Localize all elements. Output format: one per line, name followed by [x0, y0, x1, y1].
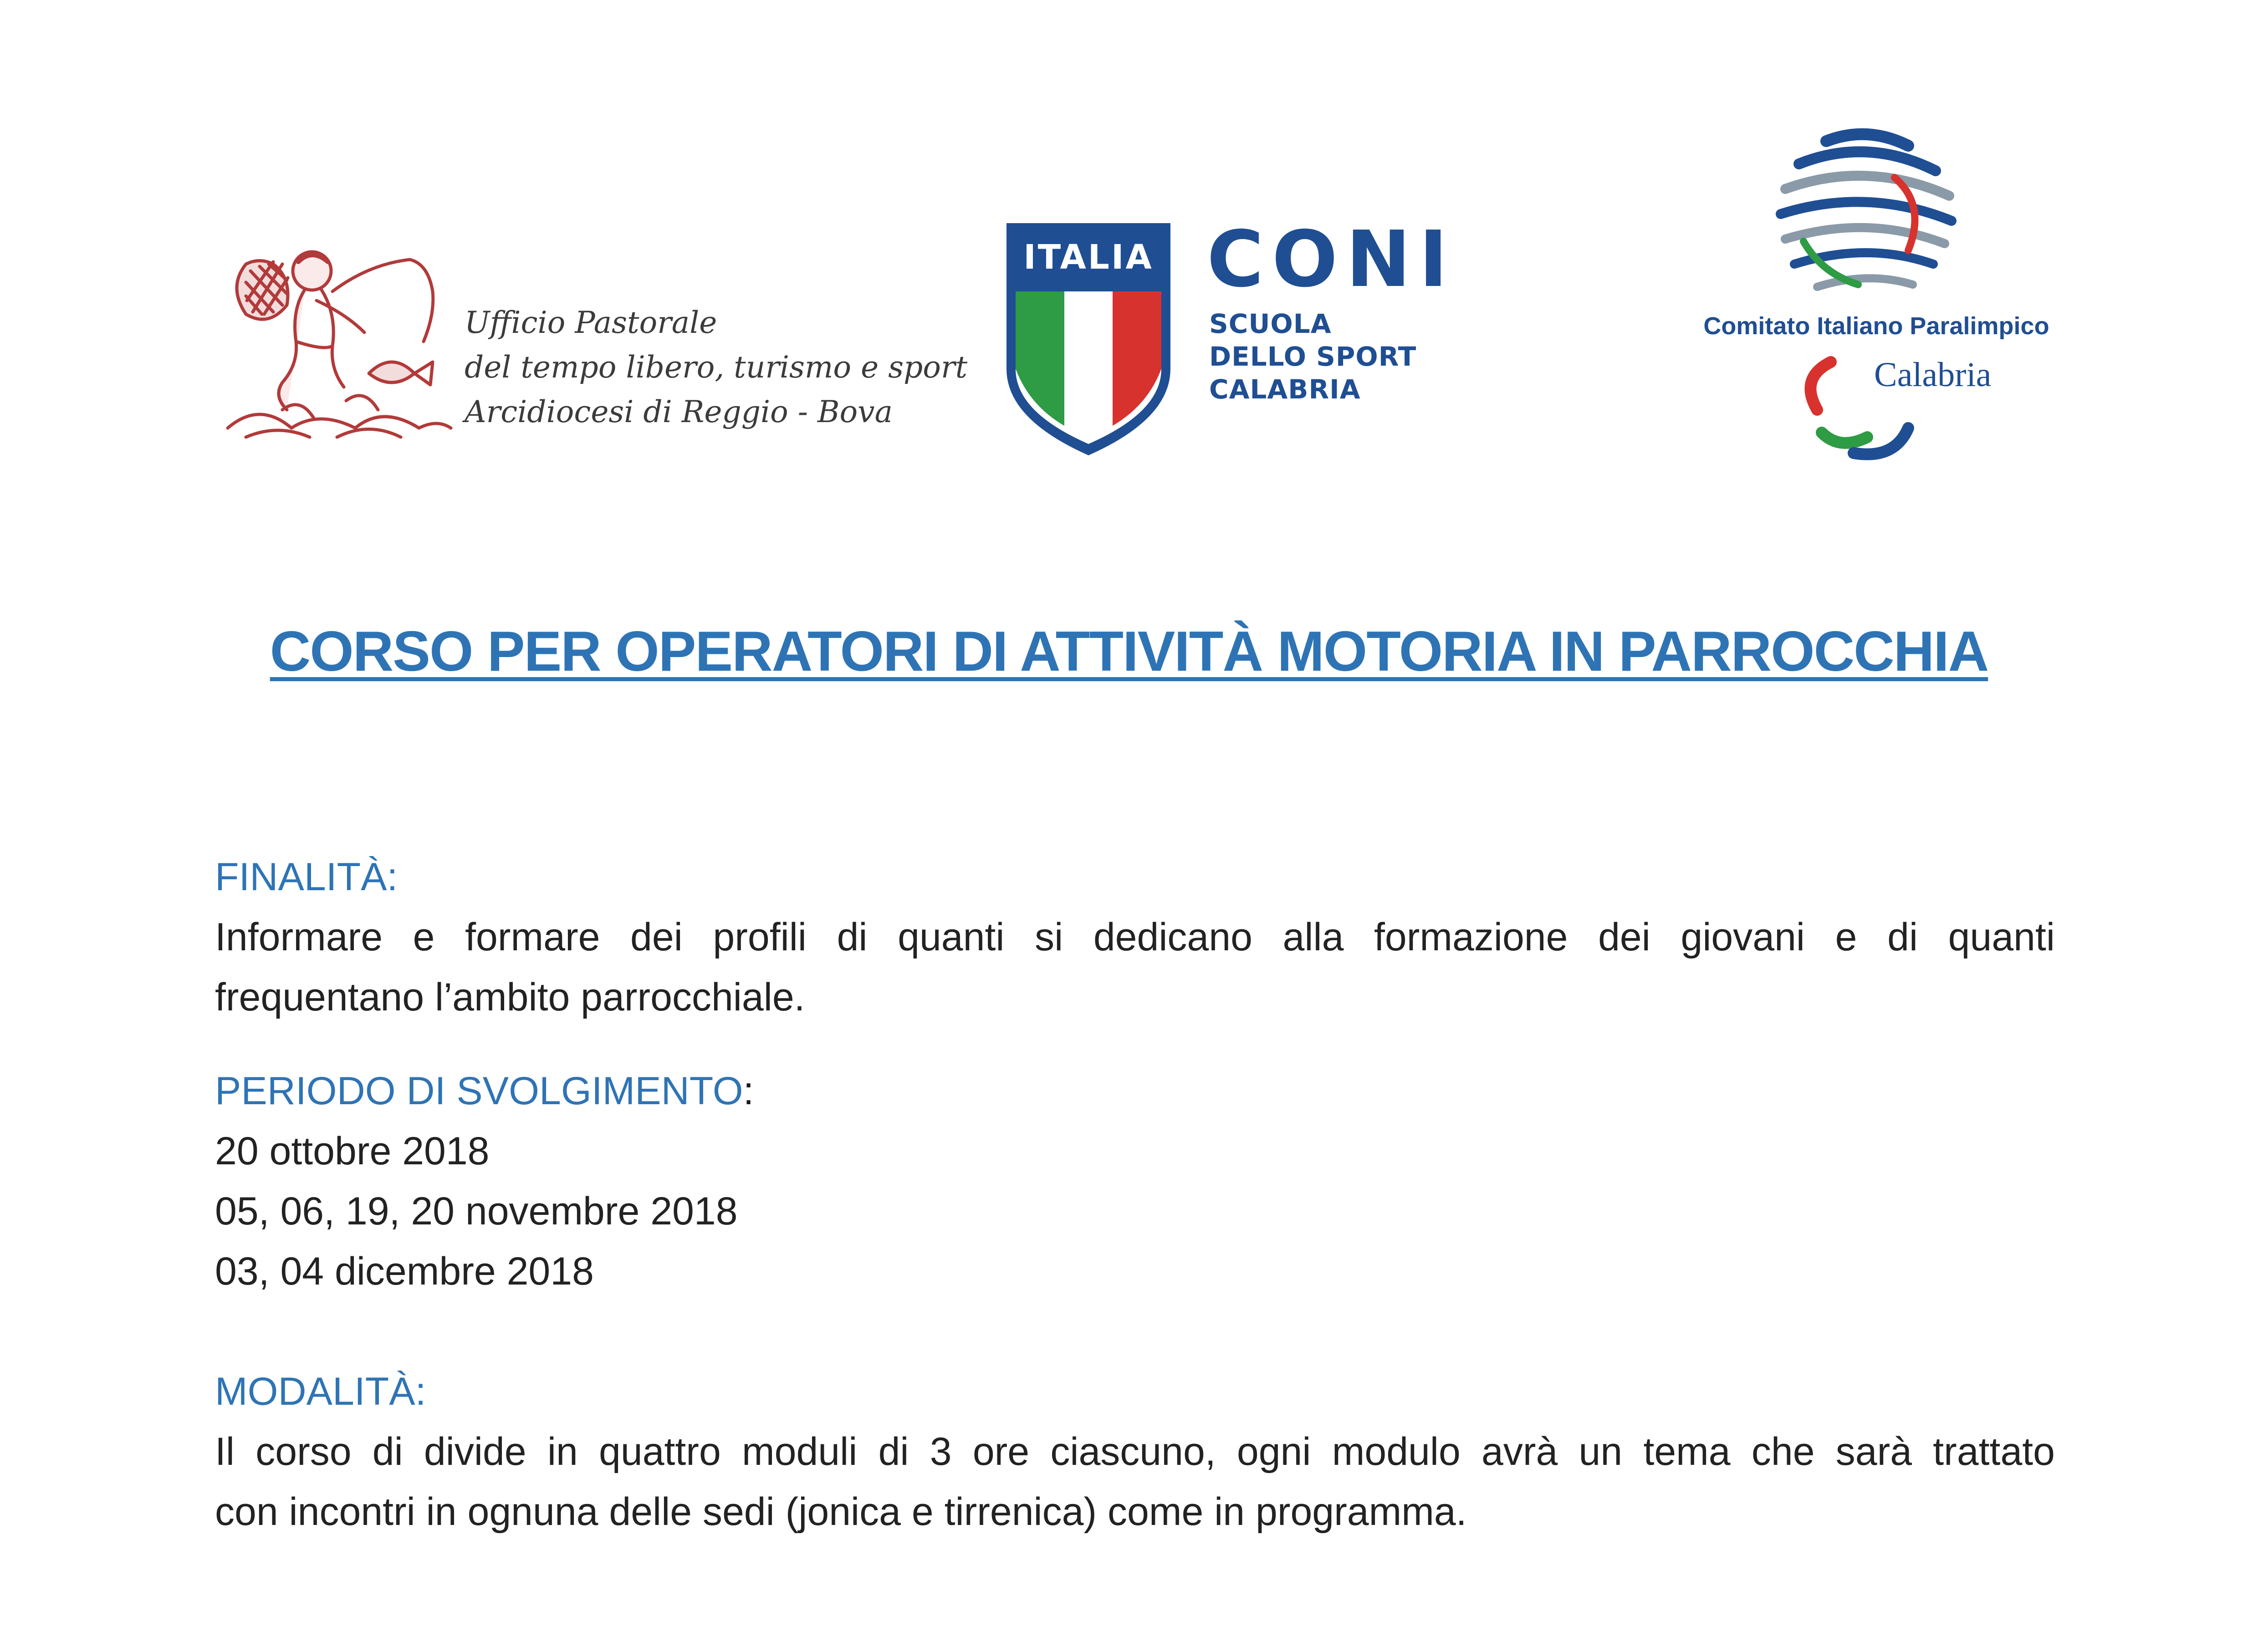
- diocesi-logo: [219, 228, 968, 442]
- coni-name: CONI: [1207, 214, 1456, 305]
- section-modalita: [215, 1361, 2055, 1542]
- cip-logo: [1676, 127, 2077, 474]
- periodo-colon: :: [743, 1069, 754, 1113]
- modalita-heading: MODALITÀ:: [215, 1370, 426, 1413]
- periodo-heading: PERIODO DI SVOLGIMENTO: [215, 1069, 743, 1113]
- cip-region: Calabria: [1874, 356, 1992, 394]
- coni-subtitle: [1209, 307, 1416, 406]
- coni-sub-line-1: SCUOLA: [1209, 308, 1332, 339]
- diocesi-name: [465, 301, 968, 434]
- globe-icon: [1758, 127, 1977, 310]
- italy-shield-icon: [1002, 219, 1175, 460]
- modalita-line-1: Il corso di divide in quattro moduli di 3 ore ciascuno, ogni modulo avrà un tema che sarà trattato: [215, 1430, 2055, 1474]
- date-line-1: 20 ottobre 2018: [215, 1129, 490, 1173]
- finalita-line-2: frequentano l’ambito parrocchiale.: [215, 975, 805, 1019]
- diocesi-line-3: Arcidiocesi di Reggio - Bova: [465, 394, 893, 429]
- shield-label: ITALIA: [1023, 238, 1154, 277]
- cip-name: Comitato Italiano Paralimpico: [1703, 312, 2049, 340]
- date-line-3: 03, 04 dicembre 2018: [215, 1249, 594, 1293]
- coni-sub-line-3: CALABRIA: [1209, 374, 1361, 405]
- coni-logo: [1002, 214, 1457, 464]
- page-title-text: CORSO PER OPERATORI DI ATTIVITÀ MOTORIA IN PARROCCHIA: [270, 620, 1988, 683]
- modalita-line-2: con incontri in ognuna delle sedi (jonica e tirrenica) come in programma.: [215, 1490, 1467, 1534]
- section-periodo: [215, 1061, 2055, 1301]
- finalita-line-1: Informare e formare dei profili di quanti si dedicano alla formazione dei giovani e di quanti: [215, 915, 2055, 959]
- date-line-2: 05, 06, 19, 20 novembre 2018: [215, 1189, 738, 1233]
- section-finalita: [215, 847, 2055, 1027]
- page-title: [0, 619, 2258, 684]
- periodo-heading-row: [215, 1061, 2055, 1121]
- diocesi-line-2: del tempo libero, turismo e sport: [465, 350, 968, 385]
- finalita-heading: FINALITÀ:: [215, 855, 398, 899]
- putto-fishing-icon: [219, 237, 455, 442]
- diocesi-line-1: Ufficio Pastorale: [465, 305, 717, 340]
- coni-sub-line-2: DELLO SPORT: [1209, 341, 1417, 372]
